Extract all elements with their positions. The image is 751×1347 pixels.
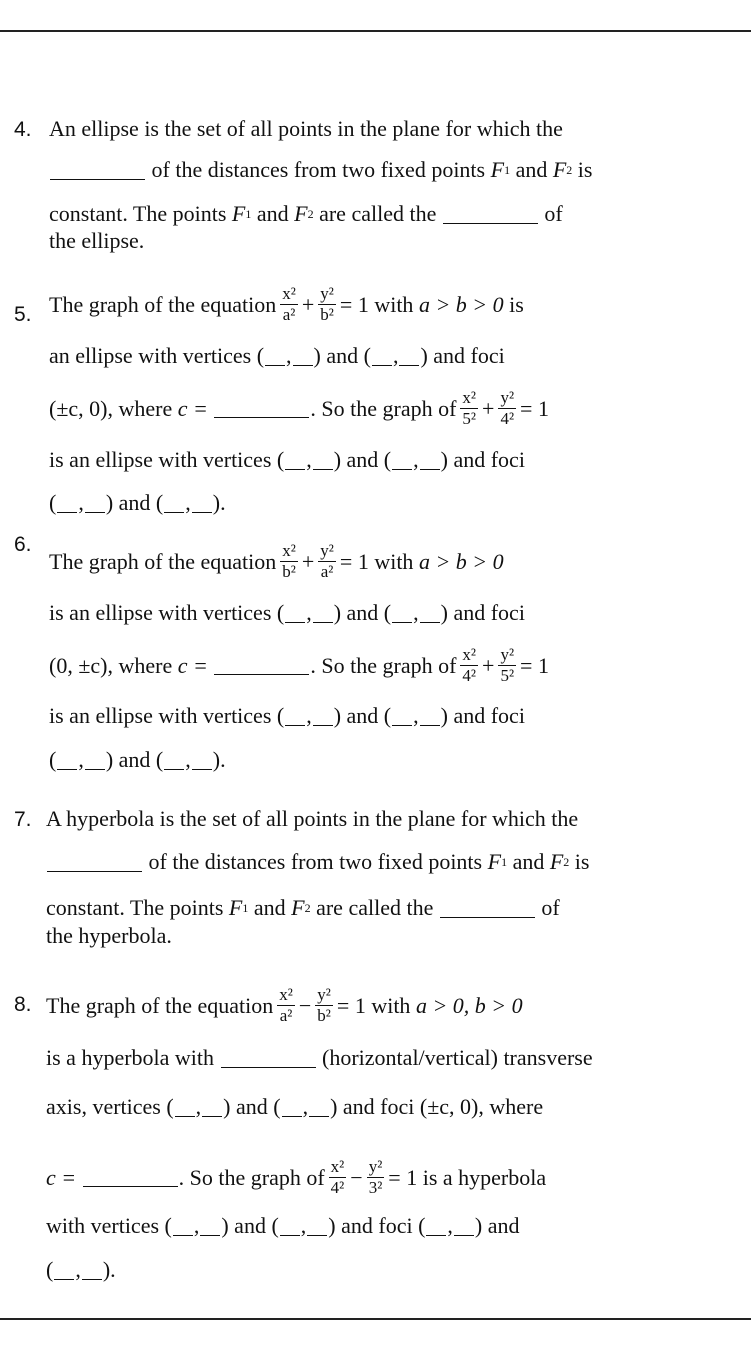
blank[interactable] — [392, 604, 412, 623]
blank[interactable] — [202, 1098, 222, 1117]
blank[interactable] — [200, 1217, 220, 1236]
q4-line-4: the ellipse. — [49, 228, 145, 253]
top-rule — [0, 30, 751, 32]
q4-line-2: of the distances from two fixed points F 1 and F 2 is — [49, 157, 592, 183]
q6-line-3: (0, ±c) , where c = . So the graph of $\frac{\text{x²}}{\text{4²}}$ + $\frac{\text{y²}}{\text{5²}}$ = 1 — [49, 645, 549, 685]
question-4-number: 4. — [14, 118, 32, 141]
blank[interactable] — [420, 451, 440, 470]
blank[interactable] — [175, 1098, 195, 1117]
blank[interactable] — [50, 161, 145, 180]
question-7-number: 7. — [14, 808, 32, 831]
blank[interactable] — [293, 347, 313, 366]
q7-line-2: of the distances from two fixed points F 1 and F 2 is — [46, 849, 589, 875]
blank[interactable] — [265, 347, 285, 366]
blank[interactable] — [309, 1098, 329, 1117]
q5-line-2: an ellipse with vertices ( , ) and ( , ) and foci — [49, 343, 505, 368]
q5-line-3: (±c, 0) , where c = . So the graph of $\frac{\text{x²}}{\text{5²}}$ + $\frac{\text{y²}}{\text{4²}}$ = 1 — [49, 388, 549, 428]
blank[interactable] — [285, 604, 305, 623]
blank[interactable] — [307, 1217, 327, 1236]
q8-line-5: with vertices ( , ) and ( , ) and foci ( , ) and — [46, 1213, 520, 1238]
blank[interactable] — [372, 347, 392, 366]
blank[interactable] — [57, 751, 77, 770]
blank[interactable] — [221, 1049, 316, 1068]
blank[interactable] — [392, 451, 412, 470]
blank[interactable] — [440, 899, 535, 918]
blank[interactable] — [164, 494, 184, 513]
blank[interactable] — [443, 205, 538, 224]
blank[interactable] — [285, 707, 305, 726]
question-8-number: 8. — [14, 993, 32, 1016]
blank[interactable] — [54, 1261, 74, 1280]
q6-line-5: ( , ) and ( , ). — [49, 747, 226, 772]
blank[interactable] — [47, 853, 142, 872]
blank[interactable] — [57, 494, 77, 513]
blank[interactable] — [399, 347, 419, 366]
blank[interactable] — [214, 656, 309, 675]
blank[interactable] — [420, 604, 440, 623]
bottom-rule — [0, 1318, 751, 1320]
q7-line-3: constant. The points F 1 and F 2 are called the of — [46, 895, 560, 920]
q8-line-4: c = . So the graph of $\frac{\text{x²}}{\text{4²}}$ − $\frac{\text{y²}}{\text{3²}}$ = 1 is a hyperbola — [46, 1157, 547, 1197]
blank[interactable] — [85, 494, 105, 513]
blank[interactable] — [313, 707, 333, 726]
blank[interactable] — [392, 707, 412, 726]
question-5-number: 5. — [14, 303, 32, 326]
q6-line-1: The graph of the equation $\frac{\text{x²}}{\text{b²}}$ + $\frac{\text{y²}}{\text{a²}}$ = 1 with a > b > 0 — [49, 541, 504, 581]
blank[interactable] — [313, 604, 333, 623]
q5-line-1: The graph of the equation $\frac{\text{x²}}{\text{a²}}$ + $\frac{\text{y²}}{\text{b²}}$ = 1 with a > b > 0 is — [49, 284, 524, 324]
blank[interactable] — [192, 751, 212, 770]
blank[interactable] — [285, 451, 305, 470]
q6-line-4: is an ellipse with vertices ( , ) and ( , ) and foci — [49, 703, 525, 728]
blank[interactable] — [280, 1217, 300, 1236]
q5-line-5: ( , ) and ( , ). — [49, 490, 226, 515]
blank[interactable] — [214, 399, 309, 418]
blank[interactable] — [85, 751, 105, 770]
blank[interactable] — [454, 1217, 474, 1236]
blank[interactable] — [313, 451, 333, 470]
blank[interactable] — [82, 1261, 102, 1280]
q6-line-2: is an ellipse with vertices ( , ) and ( , ) and foci — [49, 600, 525, 625]
q7-line-1: A hyperbola is the set of all points in the plane for which the — [46, 806, 579, 831]
question-6-number: 6. — [14, 533, 32, 556]
q4-line-1: An ellipse is the set of all points in the plane for which the — [49, 116, 563, 141]
blank[interactable] — [173, 1217, 193, 1236]
q8-line-1: The graph of the equation $\frac{\text{x²}}{\text{a²}}$ − $\frac{\text{y²}}{\text{b²}}$ = 1 with a > 0, b > 0 — [46, 985, 523, 1025]
blank[interactable] — [192, 494, 212, 513]
blank[interactable] — [420, 707, 440, 726]
blank[interactable] — [164, 751, 184, 770]
q7-line-4: the hyperbola. — [46, 923, 172, 948]
blank[interactable] — [83, 1168, 178, 1187]
q8-line-3: axis, vertices ( , ) and ( , ) and foci (±c, 0) , where — [46, 1094, 544, 1119]
q8-line-6: ( , ). — [46, 1257, 116, 1282]
blank[interactable] — [282, 1098, 302, 1117]
q4-line-3: constant. The points F 1 and F 2 are called the of — [49, 201, 563, 226]
q8-line-2: is a hyperbola with (horizontal/vertical) transverse — [46, 1045, 593, 1070]
blank[interactable] — [426, 1217, 446, 1236]
q5-line-4: is an ellipse with vertices ( , ) and ( , ) and foci — [49, 447, 525, 472]
